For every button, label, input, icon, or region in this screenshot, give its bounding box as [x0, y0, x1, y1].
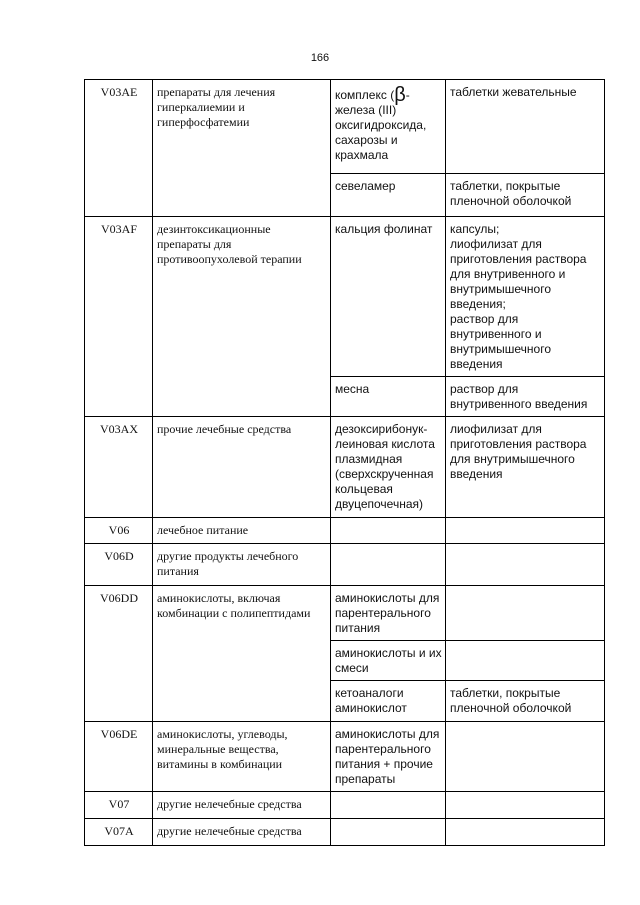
drug-name: севеламер: [331, 174, 446, 217]
table-row: [85, 417, 605, 518]
dosage-form: капсулы; лиофилизат для приготовления раствора для внутривенного и внутримышечного введения; раствор для внутривенного и внутримышечного введения: [446, 217, 605, 377]
dosage-form: [446, 722, 605, 792]
table-row: [85, 819, 605, 846]
drug-name: кетоаналоги аминокислот: [331, 681, 446, 722]
atc-code: V07A: [85, 819, 153, 846]
table-row: [85, 518, 605, 544]
dosage-form: лиофилизат для приготовления раствора для внутримышечного введения: [446, 417, 605, 518]
dosage-form: таблетки, покрытые пленочной оболочкой: [446, 174, 605, 217]
drug-name: [331, 792, 446, 819]
dosage-form: таблетки, покрытые пленочной оболочкой: [446, 681, 605, 722]
drug-name: [331, 544, 446, 586]
group-name: аминокислоты, включая комбинации с полипептидами: [153, 586, 331, 722]
table-row: [85, 217, 605, 377]
beta-symbol: β: [394, 84, 406, 106]
group-name: другие продукты лечебного питания: [153, 544, 331, 586]
group-name: другие нелечебные средства: [153, 819, 331, 846]
drug-name: аминокислоты и их смеси: [331, 641, 446, 681]
group-name: аминокислоты, углеводы, минеральные вещества, витамины в комбинации: [153, 722, 331, 792]
atc-code: V06: [85, 518, 153, 544]
drug-name: кальция фолинат: [331, 217, 446, 377]
atc-code: V06D: [85, 544, 153, 586]
table-row: [85, 722, 605, 792]
drug-name: дезоксирибонук-леиновая кислота плазмидная (сверхскрученная кольцевая двуцепочечная): [331, 417, 446, 518]
group-name: другие нелечебные средства: [153, 792, 331, 819]
drug-name: аминокислоты для парентерального питания + прочие препараты: [331, 722, 446, 792]
table-row: [85, 80, 605, 174]
drug-name: месна: [331, 377, 446, 417]
group-name: дезинтоксикационные препараты для противоопухолевой терапии: [153, 217, 331, 417]
table-row: [85, 792, 605, 819]
group-name: препараты для лечения гиперкалиемии и гиперфосфатемии: [153, 80, 331, 217]
table-row: [85, 586, 605, 641]
dosage-form: [446, 792, 605, 819]
dosage-form: [446, 586, 605, 641]
table-row: [85, 544, 605, 586]
atc-code: V03AX: [85, 417, 153, 518]
atc-code: V03AE: [85, 80, 153, 217]
page-number: 166: [310, 52, 330, 64]
atc-code: V03AF: [85, 217, 153, 417]
group-name: лечебное питание: [153, 518, 331, 544]
dosage-form: [446, 544, 605, 586]
dosage-form: [446, 819, 605, 846]
group-name: прочие лечебные средства: [153, 417, 331, 518]
drug-name: [331, 518, 446, 544]
dosage-form: [446, 518, 605, 544]
drug-name: [331, 819, 446, 846]
atc-code: V06DE: [85, 722, 153, 792]
drug-classification-table: [84, 79, 605, 846]
atc-code: V07: [85, 792, 153, 819]
dosage-form: раствор для внутривенного введения: [446, 377, 605, 417]
dosage-form: таблетки жевательные: [446, 80, 605, 174]
dosage-form: [446, 641, 605, 681]
drug-name: аминокислоты для парентерального питания: [331, 586, 446, 641]
atc-code: V06DD: [85, 586, 153, 722]
drug-name: комплекс (β- железа (III) оксигидроксида, сахарозы и крахмала: [331, 80, 446, 174]
